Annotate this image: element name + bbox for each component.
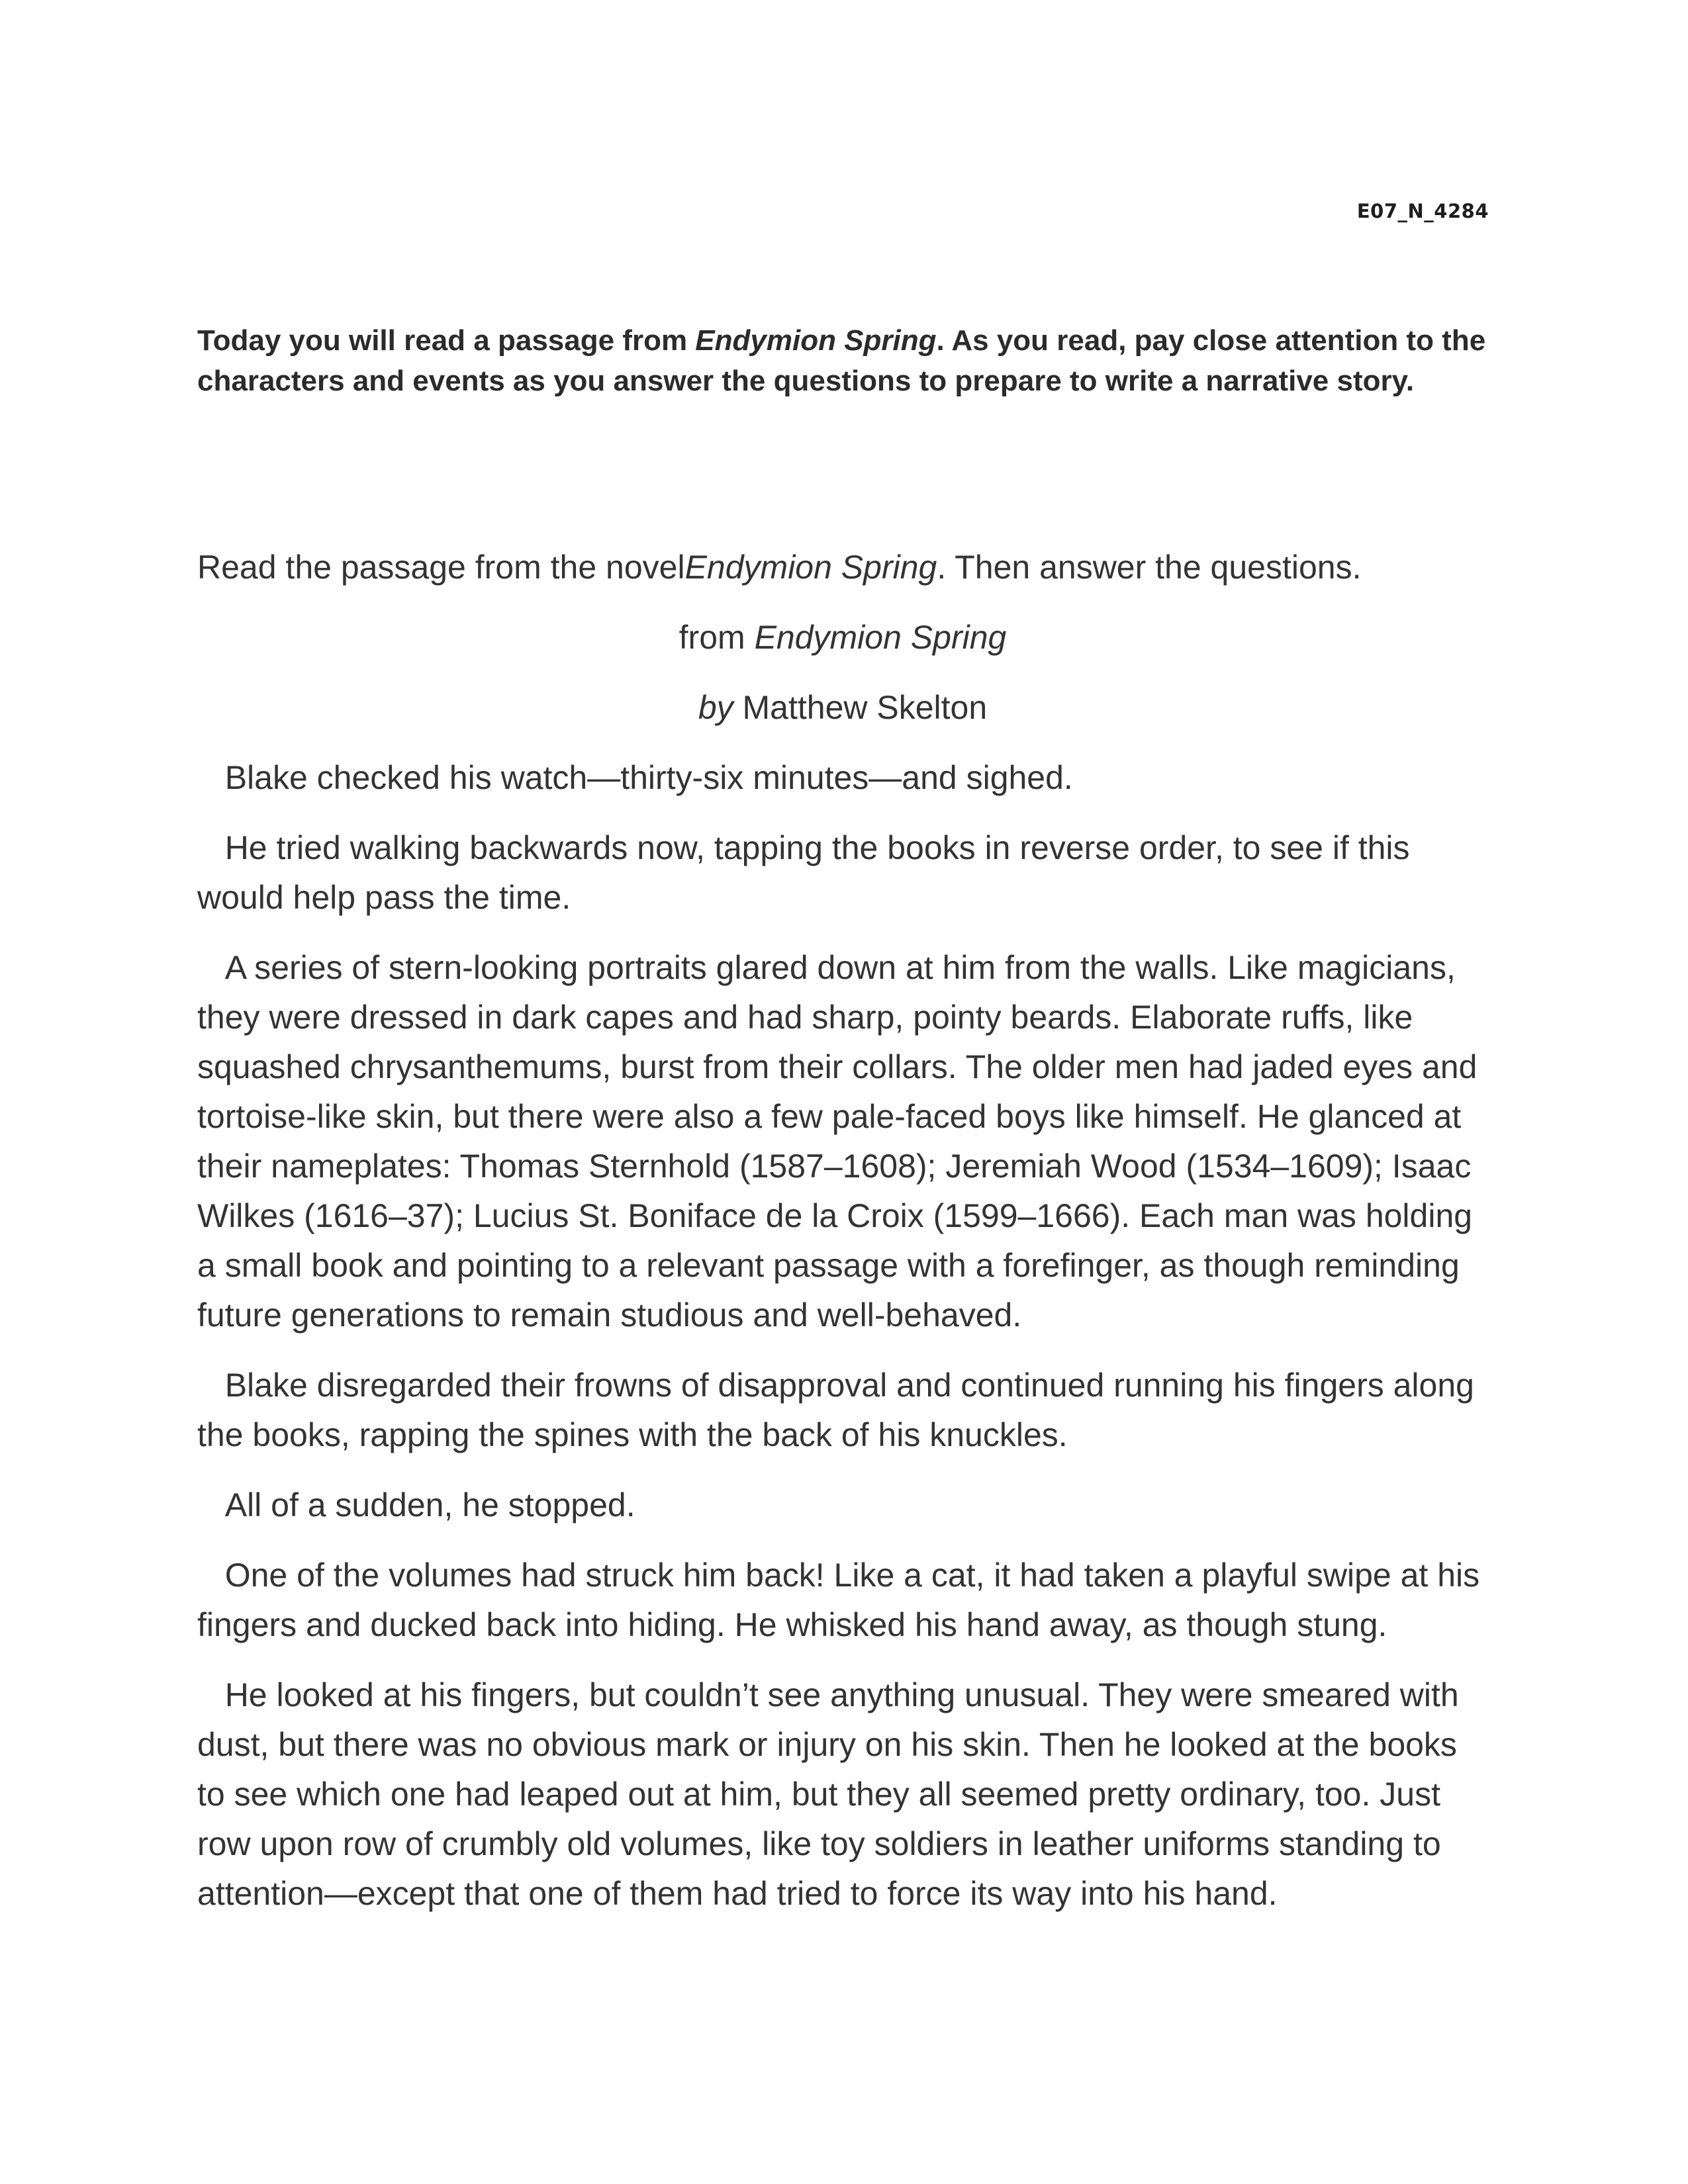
- paragraph-2: He tried walking backwards now, tapping the books in reverse order, to see if this would help pass the time.: [197, 829, 1410, 916]
- byline-by: by: [698, 689, 733, 726]
- source-book-title: Endymion Spring: [754, 619, 1007, 656]
- intro-instructions: [197, 320, 1488, 401]
- instruction-text-end: . Then answer the questions.: [937, 549, 1362, 586]
- byline: [197, 683, 1488, 733]
- instruction-text-start: Read the passage from the novel: [197, 549, 685, 586]
- paragraph-6: One of the volumes had struck him back! Like a cat, it had taken a playful swipe at his fingers and ducked back into hiding. He whisked his hand away, as though stung.: [197, 1557, 1480, 1643]
- instruction-book-title: Endymion Spring: [684, 549, 937, 586]
- paragraph-4: Blake disregarded their frowns of disapproval and continued running his fingers along the books, rapping the spines with the back of his knuckles.: [197, 1367, 1474, 1453]
- read-instruction: [197, 543, 1488, 592]
- document-id: E07_N_4284: [1356, 200, 1489, 222]
- source-from: from: [679, 619, 755, 656]
- intro-book-title: Endymion Spring: [695, 324, 937, 357]
- intro-text-end: . As you read, pay close attention to the characters and events as you answer the questions to prepare to write a narrative story.: [197, 324, 1486, 397]
- author-name: Matthew Skelton: [733, 689, 988, 726]
- paragraph-3: A series of stern-looking portraits glared down at him from the walls. Like magicians, they were dressed in dark capes and had sharp, pointy beards. Elaborate ruffs, like squashed chrysanthemums, burst from their collars. The older men had jaded eyes and tortoise-like skin, but there were also a few pale-faced boys like himself. He glanced at their nameplates: Thomas Sternhold (1587–1608); Jeremiah Wood (1534–1609); Isaac Wilkes (1616–37); Lucius St. Boniface de la Croix (1599–1666). Each man was holding a small book and pointing to a relevant passage with a forefinger, as though reminding future generations to remain studious and well-behaved.: [197, 949, 1477, 1334]
- paragraph-7: He looked at his fingers, but couldn’t see anything unusual. They were smeared with dust, but there was no obvious mark or injury on his skin. Then he looked at the books to see which one had leaped out at him, but they all seemed pretty ordinary, too. Just row upon row of crumbly old volumes, like toy soldiers in leather uniforms standing to attention—except that one of them had tried to force its way into his hand.: [197, 1676, 1459, 1912]
- paragraph-1: Blake checked his watch—thirty-six minutes—and sighed.: [224, 759, 1073, 796]
- passage: [197, 543, 1488, 1939]
- intro-text-start: Today you will read a passage from: [197, 324, 696, 357]
- paragraph-5: All of a sudden, he stopped.: [224, 1486, 635, 1524]
- source-title-line: [197, 613, 1488, 662]
